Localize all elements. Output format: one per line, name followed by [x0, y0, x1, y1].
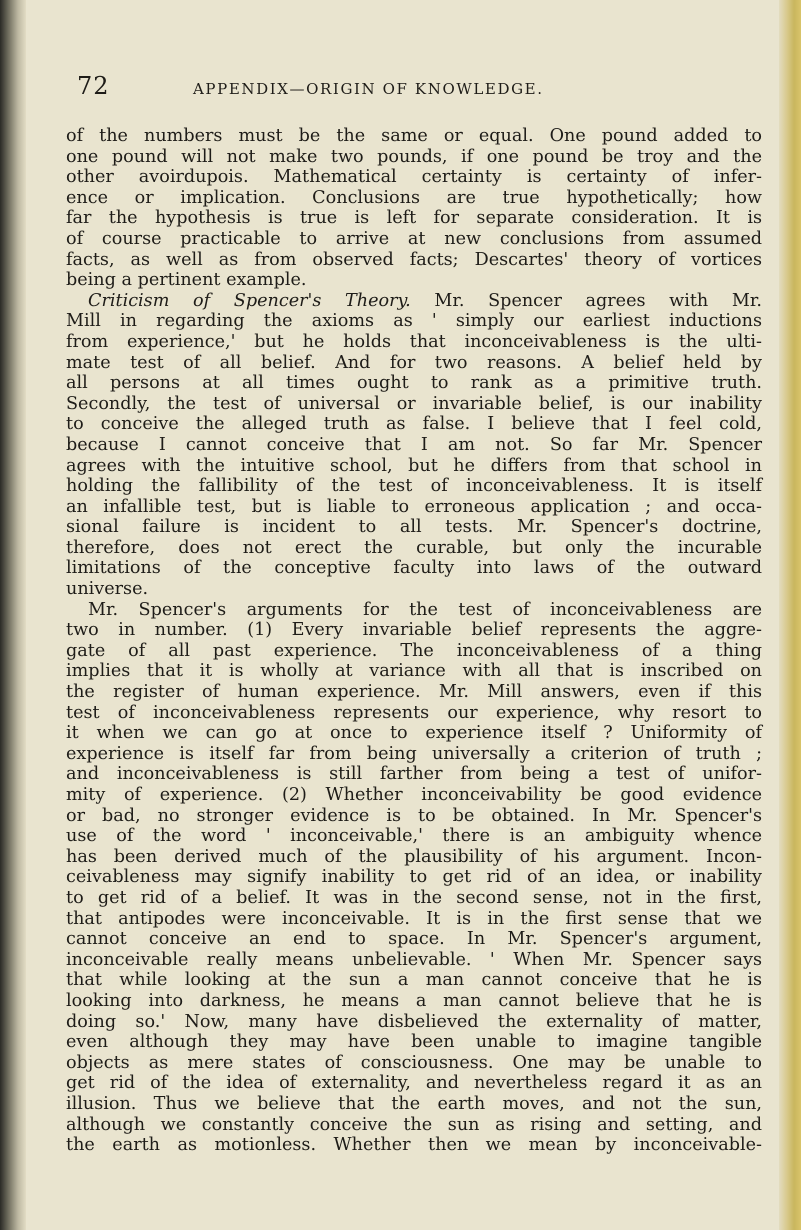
line-text: limitations of the conceptive faculty into laws of the outward	[66, 558, 762, 579]
line-text: or bad, no stronger evidence is to be obtained. In Mr. Spencer's	[66, 805, 762, 826]
line-text: from experience,' but he holds that inconceivableness is the ulti-	[66, 331, 762, 352]
line-text: illusion. Thus we believe that the earth moves, and not the sun,	[66, 1093, 762, 1114]
text-line	[66, 1012, 762, 1033]
line-text: even although they may have been unable to imagine tangible	[66, 1032, 762, 1053]
text-line	[66, 847, 762, 868]
line-text: mity of experience. (2) Whether inconceivability be good evidence	[66, 785, 762, 805]
text-line	[66, 188, 762, 209]
text-line	[66, 208, 762, 229]
text-line	[66, 703, 762, 724]
line-text: that antipodes were inconceivable. It is in the first sense that we	[66, 908, 762, 929]
line-text: it when we can go at once to experience itself ? Uniformity of	[66, 723, 762, 744]
text-line	[66, 641, 762, 662]
line-text: of the numbers must be the same or equal. One pound added to	[66, 126, 762, 146]
text-line	[66, 764, 762, 785]
line-text: to conceive the alleged truth as false. I believe that I feel cold,	[66, 414, 762, 435]
line-text: has been derived much of the plausibility of his argument. Incon-	[66, 846, 762, 867]
line-text: far the hypothesis is true is left for separate consideration. It is	[66, 208, 762, 229]
text-line	[66, 682, 762, 703]
text-line	[66, 620, 762, 641]
line-text: to get rid of a belief. It was in the second sense, not in the first,	[66, 887, 762, 908]
text-line	[66, 311, 762, 332]
line-text: universe.	[66, 579, 149, 600]
page-header	[47, 72, 767, 104]
book-page	[47, 0, 767, 1230]
text-line	[66, 353, 762, 374]
running-head: APPENDIX—ORIGIN OF KNOWLEDGE.	[193, 80, 544, 98]
line-text: holding the fallibility of the test of inconceivableness. It is itself	[66, 476, 762, 497]
text-line	[66, 558, 762, 579]
text-line	[66, 126, 762, 147]
line-text: inconceivable really means unbelievable. ' When Mr. Spencer says	[66, 949, 762, 970]
text-line	[66, 270, 762, 291]
line-text: mate test of all belief. And for two reasons. A belief held by	[66, 352, 762, 373]
text-line	[66, 785, 762, 806]
text-line	[66, 414, 762, 435]
line-text: gate of all past experience. The inconceivableness of a thing	[66, 640, 762, 661]
text-line	[66, 147, 762, 168]
line-text: Mr. Spencer's arguments for the test of inconceivableness are	[88, 599, 762, 620]
line-text: get rid of the idea of externality, and nevertheless regard it as an	[66, 1073, 762, 1094]
text-line	[66, 229, 762, 250]
text-line	[66, 744, 762, 765]
text-line	[66, 373, 762, 394]
text-line	[66, 332, 762, 353]
text-line	[66, 579, 762, 600]
line-text: although we constantly conceive the sun as rising and setting, and	[66, 1114, 762, 1135]
text-line	[66, 1053, 762, 1074]
line-text: agrees with the intuitive school, but he differs from that school in	[66, 455, 762, 476]
side-heading: Criticism of Spencer's Theory.	[88, 290, 411, 311]
text-line	[66, 950, 762, 971]
line-text: objects as mere states of consciousness. One may be unable to	[66, 1052, 762, 1073]
text-line	[66, 929, 762, 950]
page-fore-edge	[779, 0, 801, 1230]
text-line	[66, 1115, 762, 1136]
line-text: an infallible test, but is liable to erroneous application ; and occa-	[66, 496, 762, 517]
line-text: of course practicable to arrive at new conclusions from assumed	[66, 228, 762, 249]
text-line	[66, 1135, 762, 1156]
line-text: doing so.' Now, many have disbelieved the externality of matter,	[66, 1011, 762, 1032]
text-line	[66, 600, 762, 621]
line-text: test of inconceivableness represents our experience, why resort to	[66, 702, 762, 723]
line-text: and inconceivableness is still farther from being a test of unifor-	[66, 764, 762, 785]
text-line	[66, 538, 762, 559]
text-line	[66, 826, 762, 847]
line-text: that while looking at the sun a man cannot conceive that he is	[66, 970, 762, 991]
line-text: all persons at all times ought to rank as a primitive truth.	[66, 373, 762, 394]
text-line	[66, 806, 762, 827]
text-line	[66, 909, 762, 930]
line-text: because I cannot conceive that I am not. So far Mr. Spencer	[66, 434, 762, 455]
text-line	[66, 867, 762, 888]
text-line	[66, 1032, 762, 1053]
line-text: Mill in regarding the axioms as ' simply our earliest inductions	[66, 311, 762, 332]
line-text: facts, as well as from observed facts; Descartes' theory of vortices	[66, 249, 762, 270]
line-text: being a pertinent example.	[66, 270, 307, 291]
text-line	[66, 476, 762, 497]
text-line	[66, 1073, 762, 1094]
line-text: the register of human experience. Mr. Mill answers, even if this	[66, 682, 762, 703]
text-line	[66, 291, 762, 312]
text-line	[66, 1094, 762, 1115]
text-line	[66, 888, 762, 909]
text-line	[66, 991, 762, 1012]
line-text: two in number. (1) Every invariable belief represents the aggre-	[66, 620, 762, 641]
text-line	[66, 497, 762, 518]
page-number: 72	[77, 72, 110, 100]
line-text: ence or implication. Conclusions are true hypothetically; how	[66, 187, 762, 208]
line-text: Mr. Spencer agrees with Mr.	[410, 290, 763, 311]
line-text: other avoirdupois. Mathematical certainty is certainty of infer-	[66, 167, 762, 188]
text-line	[66, 517, 762, 538]
body-text	[66, 126, 762, 1156]
line-text: therefore, does not erect the curable, but only the incurable	[66, 537, 762, 558]
text-line	[66, 723, 762, 744]
book-spine-shadow	[0, 0, 26, 1230]
line-text: Secondly, the test of universal or invariable belief, is our inability	[66, 393, 762, 414]
text-line	[66, 250, 762, 271]
line-text: sional failure is incident to all tests. Mr. Spencer's doctrine,	[66, 517, 762, 538]
line-text: implies that it is wholly at variance with all that is inscribed on	[66, 661, 762, 682]
line-text: cannot conceive an end to space. In Mr. Spencer's argument,	[66, 929, 762, 950]
line-text: looking into darkness, he means a man cannot believe that he is	[66, 990, 762, 1011]
line-text: use of the word ' inconceivable,' there is an ambiguity whence	[66, 826, 762, 847]
line-text: the earth as motionless. Whether then we mean by inconceivable-	[66, 1135, 762, 1156]
text-line	[66, 970, 762, 991]
text-line	[66, 167, 762, 188]
line-text: one pound will not make two pounds, if one pound be troy and the	[66, 146, 762, 167]
text-line	[66, 661, 762, 682]
text-line	[66, 394, 762, 415]
line-text: experience is itself far from being universally a criterion of truth ;	[66, 743, 762, 764]
line-text: ceivableness may signify inability to get rid of an idea, or inability	[66, 867, 762, 888]
text-line	[66, 435, 762, 456]
text-line	[66, 456, 762, 477]
